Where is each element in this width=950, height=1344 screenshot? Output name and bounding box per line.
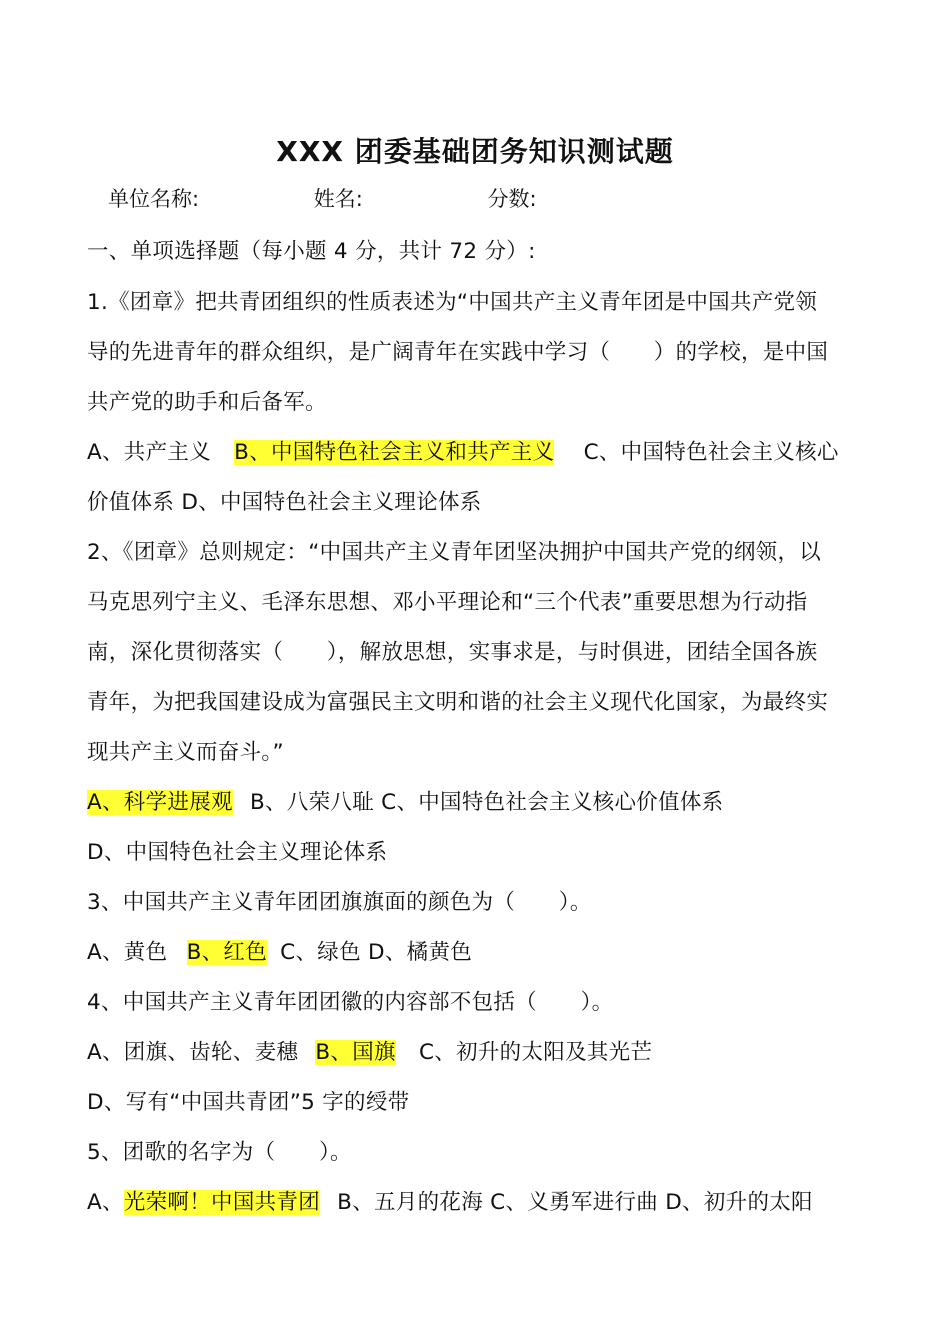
q5-option-a-prefix: A、	[87, 1190, 124, 1215]
q2-line3: 南，深化贯彻落实（ ），解放思想，实事求是，与时俱进，团结全国各族	[87, 640, 818, 665]
q1-option-cd-continued: 价值体系 D、中国特色社会主义理论体系	[87, 490, 482, 515]
q2-option-d: D、中国特色社会主义理论体系	[87, 840, 388, 865]
q5-line1: 5、团歌的名字为（ ）。	[87, 1140, 352, 1165]
q4-option-c: C、初升的太阳及其光芒	[418, 1040, 653, 1065]
score-field-label: 分数:	[487, 187, 537, 211]
header-fields	[108, 183, 537, 213]
q4-option-d: D、写有“中国共青团”5 字的绶带	[87, 1090, 410, 1115]
q2-line4: 青年，为把我国建设成为富强民主文明和谐的社会主义现代化国家，为最终实	[87, 690, 829, 715]
name-field-label: 姓名:	[313, 187, 363, 211]
q2-line2: 马克思列宁主义、毛泽东思想、邓小平理论和“三个代表”重要思想为行动指	[87, 590, 808, 615]
q4-option-b-answer: B、国旗	[315, 1040, 396, 1065]
unit-field-label: 单位名称:	[108, 187, 200, 211]
q1-line1: 1.《团章》把共青团组织的性质表述为“中国共产主义青年团是中国共产党领	[87, 290, 818, 315]
q4-options	[87, 1035, 652, 1066]
q3-option-cd: C、绿色 D、橘黄色	[280, 940, 473, 965]
q2-option-a-answer: A、科学进展观	[87, 790, 233, 815]
section-heading: 一、单项选择题（每小题 4 分，共计 72 分）:	[87, 239, 536, 264]
q1-options	[87, 435, 839, 466]
q3-option-a: A、黄色	[87, 940, 168, 965]
q5-options	[87, 1185, 813, 1216]
q3-option-b-answer: B、红色	[186, 940, 268, 965]
q1-option-a: A、共产主义	[87, 440, 212, 465]
q1-option-b-answer: B、中国特色社会主义和共产主义	[234, 440, 555, 465]
q3-line1: 3、中国共产主义青年团团旗旗面的颜色为（ ）。	[87, 890, 592, 915]
q1-line3: 共产党的助手和后备军。	[87, 390, 327, 415]
q5-option-a-answer: 光荣啊！中国共青团	[123, 1190, 321, 1215]
q3-options	[87, 935, 472, 966]
q2-option-bc: B、八荣八耻 C、中国特色社会主义核心价值体系	[249, 790, 724, 815]
q2-line5: 现共产主义而奋斗。”	[87, 740, 284, 765]
q4-line1: 4、中国共产主义青年团团徽的内容部不包括（ ）。	[87, 990, 614, 1015]
q4-option-a: A、团旗、齿轮、麦穗	[87, 1040, 299, 1065]
q5-option-bcd: B、五月的花海 C、义勇军进行曲 D、初升的太阳	[337, 1190, 813, 1215]
page-title: XXX 团委基础团务知识测试题	[276, 135, 674, 168]
q2-line1: 2、《团章》总则规定：“中国共产主义青年团坚决拥护中国共产党的纲领，以	[87, 540, 822, 565]
q2-options	[87, 785, 723, 816]
q1-option-c: C、中国特色社会主义核心	[583, 440, 839, 465]
q1-line2: 导的先进青年的群众组织，是广阔青年在实践中学习（ ）的学校，是中国	[87, 340, 829, 365]
